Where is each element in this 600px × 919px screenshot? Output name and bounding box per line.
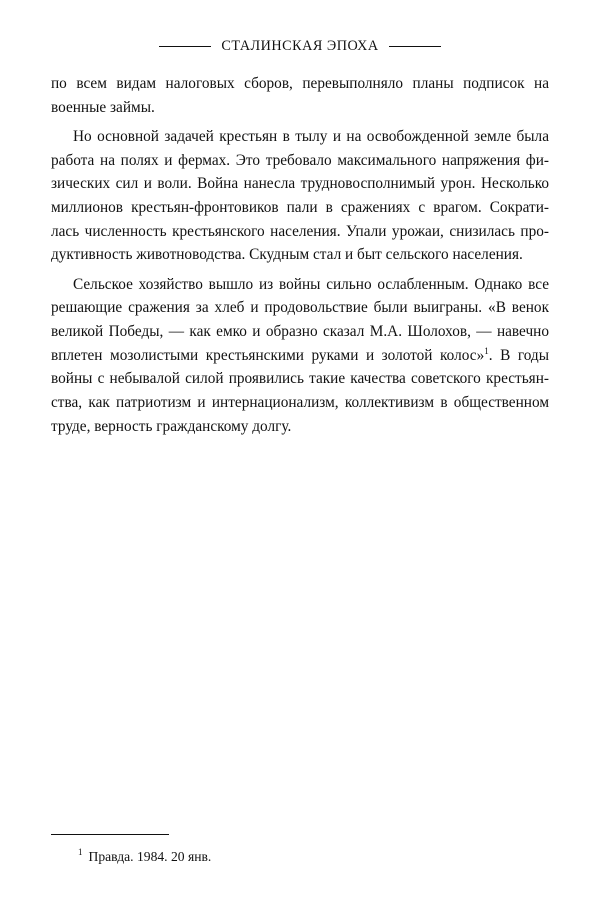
footnote-reference[interactable]: 1 [484, 345, 489, 356]
quote-continuation: . В годы [488, 346, 549, 364]
text-line [51, 367, 549, 391]
text-line: Сельское хозяйство вышло из войны сильно ослабленным. Однако все [73, 275, 549, 293]
line-rest: с небывалой силой проявились такие качества советского крестьян- [97, 370, 549, 388]
footnote-separator [51, 834, 169, 835]
footnote-marker: 1 [78, 847, 83, 857]
text-line: работа на полях и фермах. Это требовало максимального напряжения фи- [51, 151, 549, 169]
text-line: миллионов крестьян-фронтовиков пали в сражениях с врагом. Сократи- [51, 198, 549, 216]
text-line: ства, как патриотизм и интернационализм, коллективизм в общественном [51, 393, 549, 411]
text-line-with-footnote [51, 344, 549, 368]
text-line: зических сил и воли. Война нанесла трудновосполнимый урон. Несколько [51, 175, 549, 193]
text-line: великой Победы, — как емко и образно сказал М.А. Шолохов, — навечно [51, 322, 549, 340]
header-rule-left [159, 46, 211, 47]
quote-text: вплетен мозолистыми крестьянскими руками и золотой колос» [51, 346, 485, 364]
header-rule-right [389, 46, 441, 47]
text-line: дуктивность животноводства. Скудным стал и быт сельского населения. [51, 246, 523, 264]
text-line: лась численность крестьянского населения. Упали урожаи, снизилась про- [51, 222, 549, 240]
running-head-title: СТАЛИНСКАЯ ЭПОХА [221, 38, 379, 54]
line-prefix: войны [51, 370, 93, 388]
text-line: решающие сражения за хлеб и продовольствие были выиграны. «В венок [51, 299, 549, 317]
running-head [0, 38, 600, 55]
text-line: военные займы. [51, 98, 155, 116]
footnote-text: Правда. 1984. 20 янв. [88, 849, 212, 864]
text-line: Но основной задачей крестьян в тылу и на освобожденной земле была [73, 127, 549, 145]
text-line: труде, верность гражданскому долгу. [51, 417, 292, 435]
text-line: по всем видам налоговых сборов, перевыполняло планы подписок на [51, 75, 549, 92]
footnote [78, 848, 211, 866]
body-text [51, 72, 549, 438]
